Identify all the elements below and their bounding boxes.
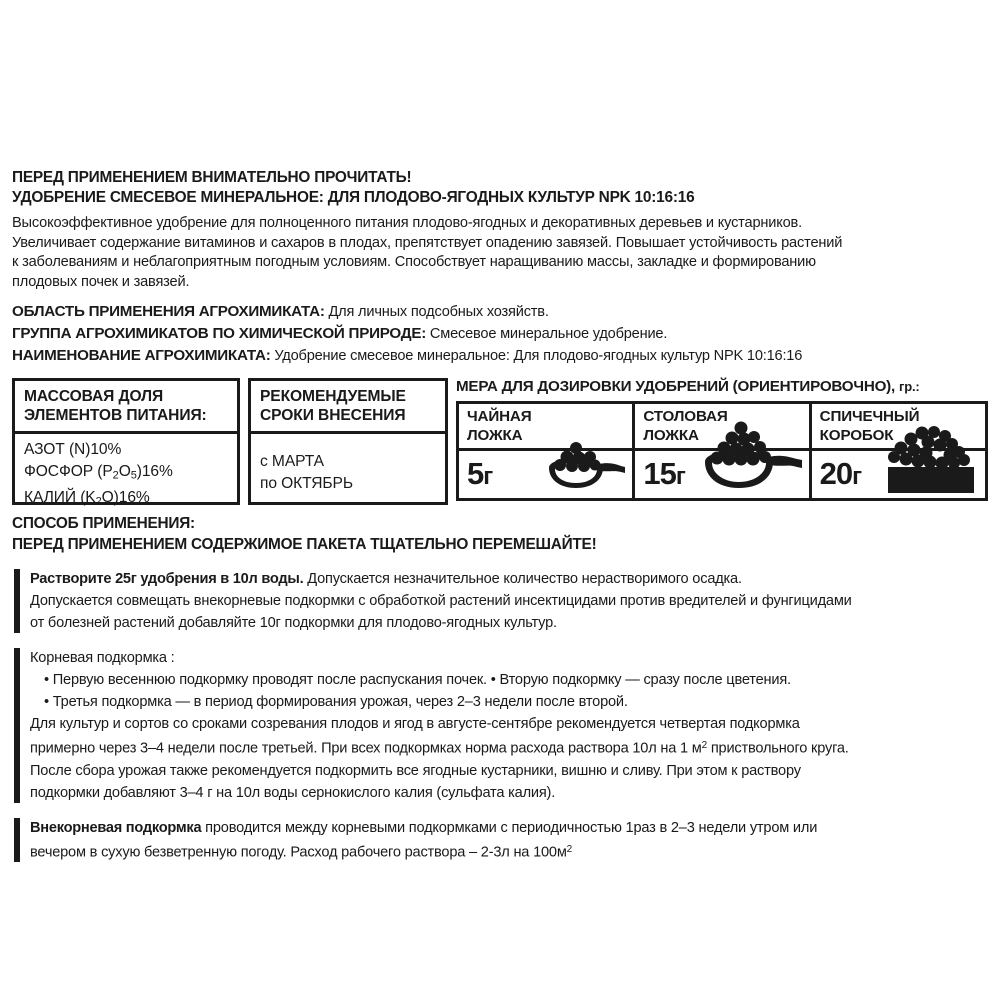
matchbox-amount bbox=[812, 451, 985, 498]
property-scope bbox=[12, 301, 988, 323]
intro-line: к заболеваниям и неблагоприятным погодным условиям. Способствует наращиванию массы, закладке и формированию bbox=[12, 254, 816, 271]
composition-title-line2: ЭЛЕМЕНТОВ ПИТАНИЯ: bbox=[24, 407, 207, 425]
timing-box bbox=[248, 378, 448, 505]
potassium-name-pre: КАЛИЙ (K bbox=[24, 488, 96, 506]
timing-header bbox=[251, 381, 445, 434]
teaspoon-amount bbox=[459, 451, 632, 498]
timing-values bbox=[251, 434, 445, 501]
composition-box bbox=[12, 378, 240, 508]
root-feeding-line-4 bbox=[30, 735, 988, 760]
note-foliar-feeding bbox=[12, 817, 988, 864]
phosphorus-name-mid: O bbox=[118, 462, 131, 480]
matchbox-name bbox=[812, 404, 985, 451]
property-name bbox=[12, 345, 988, 367]
dosage-title-unit: гр.: bbox=[899, 379, 920, 395]
phosphorus-value: 16% bbox=[141, 462, 173, 480]
matchbox-amount-value: 20 bbox=[819, 455, 853, 491]
note-root-feeding bbox=[12, 647, 988, 804]
note-dissolve-line2: Допускается совмещать внекорневые подкормки с обработкой растений инсектицидами против вредителей и фунгицидами bbox=[30, 593, 852, 610]
property-group-label: ГРУППА АГРОХИМИКАТОВ ПО ХИМИЧЕСКОЙ ПРИРОДЕ: bbox=[12, 325, 427, 343]
root-feeding-line-5: После сбора урожая также рекомендуется подкормить все ягодные кустарники, вишню и сливу. При этом к раствору bbox=[30, 762, 801, 779]
intro-line: Высокоэффективное удобрение для полноценного питания плодово-ягодных и декоративных деревьев и кустарников. bbox=[12, 215, 803, 231]
tablespoon-name-line1: СТОЛОВАЯ bbox=[643, 408, 728, 426]
root-feeding-line-3: Для культур и сортов со сроками созревания плодов и ягод в августе-сентябре рекомендуется четвертая подкормка bbox=[30, 716, 800, 733]
tablespoon-amount-unit: г bbox=[675, 462, 685, 490]
potassium-value: 16% bbox=[118, 488, 150, 506]
foliar-line-2 bbox=[30, 839, 988, 864]
root-feeding-line-6: подкормки добавляют 3–4 г на 10л воды сернокислого калия (сульфата калия). bbox=[30, 784, 556, 801]
root-feeding-line4-pre: примерно через 3–4 недели после третьей. При всех подкормках норма расхода раствора 10л на 1 м bbox=[30, 740, 702, 757]
nitrogen-name: АЗОТ (N) bbox=[24, 441, 91, 459]
teaspoon-amount-unit: г bbox=[483, 462, 493, 490]
potassium-sub-1: 2 bbox=[95, 495, 102, 508]
property-name-label: НАИМЕНОВАНИЕ АГРОХИМИКАТА: bbox=[12, 347, 271, 365]
dosage-section bbox=[456, 378, 988, 501]
root-feeding-line4-post: приствольного круга. bbox=[706, 740, 849, 757]
tablespoon-amount-value: 15 bbox=[643, 455, 676, 491]
matchbox-amount-unit: г bbox=[852, 462, 862, 490]
note-dissolve bbox=[12, 568, 988, 634]
dosage-table bbox=[456, 401, 988, 501]
note-dissolve-bold: Растворите 25г удобрения в 10л воды. bbox=[30, 571, 304, 588]
nutrient-potassium bbox=[24, 487, 228, 513]
tablespoon-name bbox=[635, 404, 808, 451]
intro-line: Увеличивает содержание витаминов и сахаров в плодах, препятствует опадению завязей. Повышает устойчивость растений bbox=[12, 234, 843, 251]
potassium-name-post: O) bbox=[101, 488, 119, 506]
property-name-value: Удобрение смесевое минеральное: Для плодово-ягодных культур NPK 10:16:16 bbox=[274, 348, 803, 365]
phosphorus-sub-1: 2 bbox=[112, 469, 119, 482]
note-bar bbox=[14, 818, 20, 863]
property-scope-value: Для личных подсобных хозяйств. bbox=[328, 304, 549, 321]
matchbox-name-line2: КОРОБОК bbox=[819, 426, 894, 444]
composition-values bbox=[15, 434, 237, 519]
tablespoon-amount bbox=[635, 451, 808, 498]
property-group-value: Смесевое минеральное удобрение. bbox=[429, 326, 668, 343]
teaspoon-name-line1: ЧАЙНАЯ bbox=[467, 408, 532, 426]
nitrogen-value: 10% bbox=[90, 441, 122, 459]
info-boxes-row bbox=[12, 378, 988, 508]
foliar-bold: Внекорневая подкормка bbox=[30, 819, 202, 836]
phosphorus-sub-2: 5 bbox=[130, 469, 137, 482]
teaspoon-name bbox=[459, 404, 632, 451]
product-title: УДОБРЕНИЕ СМЕСЕВОЕ МИНЕРАЛЬНОЕ: ДЛЯ ПЛОДОВО-ЯГОДНЫХ КУЛЬТУР NPK 10:16:16 bbox=[12, 189, 695, 206]
composition-header bbox=[15, 381, 237, 434]
dosage-title-text: МЕРА ДЛЯ ДОЗИРОВКИ УДОБРЕНИЙ (ОРИЕНТИРОВОЧНО), bbox=[456, 378, 896, 396]
warning-heading: ПЕРЕД ПРИМЕНЕНИЕМ ВНИМАТЕЛЬНО ПРОЧИТАТЬ! bbox=[12, 169, 412, 186]
property-scope-label: ОБЛАСТЬ ПРИМЕНЕНИЯ АГРОХИМИКАТА: bbox=[12, 303, 325, 321]
note-bar bbox=[14, 569, 20, 633]
timing-title-line1: РЕКОМЕНДУЕМЫЕ bbox=[260, 388, 406, 406]
root-feeding-bullet-1: • Первую весеннюю подкормку проводят после распускания почек. • Вторую подкормку — сразу после цветения. bbox=[44, 672, 791, 689]
root-feeding-bullet-2: • Третья подкормка — в период формирования урожая, через 2–3 недели после второй. bbox=[44, 694, 628, 711]
timing-from: с МАРТА bbox=[260, 453, 324, 471]
dosage-cell-teaspoon bbox=[459, 404, 632, 498]
phosphorus-name-post: ) bbox=[136, 462, 142, 480]
note-bar bbox=[14, 648, 20, 803]
tablespoon-name-line2: ЛОЖКА bbox=[643, 426, 699, 444]
root-feeding-line4-sup: 2 bbox=[701, 740, 707, 752]
root-feeding-title: Корневая подкормка : bbox=[30, 650, 175, 667]
property-group bbox=[12, 323, 988, 345]
matchbox-name-line1: СПИЧЕЧНЫЙ bbox=[819, 408, 920, 426]
foliar-rest: проводится между корневыми подкормками с периодичностью 1раз в 2–3 недели утром или bbox=[201, 819, 818, 836]
dosage-title bbox=[456, 378, 988, 395]
usage-heading: СПОСОБ ПРИМЕНЕНИЯ: bbox=[12, 515, 195, 533]
timing-title-line2: СРОКИ ВНЕСЕНИЯ bbox=[260, 407, 406, 425]
nutrient-phosphorus bbox=[24, 461, 228, 487]
nutrient-nitrogen bbox=[24, 439, 228, 461]
usage-subheading: ПЕРЕД ПРИМЕНЕНИЕМ СОДЕРЖИМОЕ ПАКЕТА ТЩАТЕЛЬНО ПЕРЕМЕШАЙТЕ! bbox=[12, 535, 597, 553]
teaspoon-amount-value: 5 bbox=[467, 455, 484, 491]
note-dissolve-line3: от болезней растений добавляйте 10г подкормки для плодово-ягодных культур. bbox=[30, 615, 557, 632]
timing-to: по ОКТЯБРЬ bbox=[260, 474, 353, 492]
note-dissolve-line1 bbox=[30, 568, 988, 590]
phosphorus-name-pre: ФОСФОР (P bbox=[24, 462, 113, 480]
intro-line: плодовых почек и завязей. bbox=[12, 273, 190, 290]
note-dissolve-rest: Допускается незначительное количество нерастворимого осадка. bbox=[303, 571, 742, 588]
intro-paragraph bbox=[12, 214, 988, 292]
teaspoon-name-line2: ЛОЖКА bbox=[467, 426, 523, 444]
dosage-cell-matchbox bbox=[809, 404, 985, 498]
foliar-line-1 bbox=[30, 817, 988, 839]
dosage-cell-tablespoon bbox=[632, 404, 808, 498]
foliar-line2-sup: 2 bbox=[566, 843, 573, 855]
composition-title-line1: МАССОВАЯ ДОЛЯ bbox=[24, 388, 164, 406]
foliar-line2-pre: вечером в сухую безветренную погоду. Расход рабочего раствора – 2-3л на 100м bbox=[30, 844, 567, 861]
